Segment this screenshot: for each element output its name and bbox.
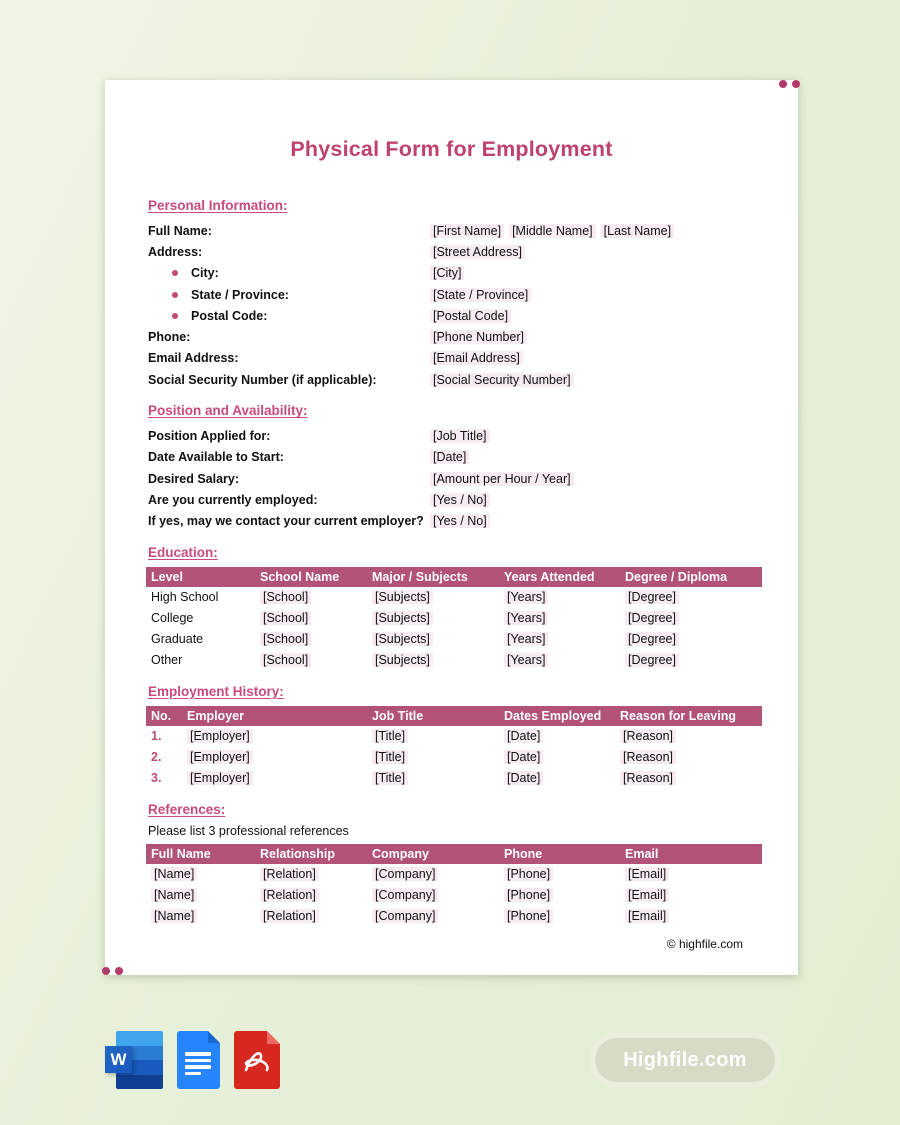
- field-label: Date Available to Start:: [148, 450, 284, 465]
- table-cell: [Email]: [620, 864, 762, 885]
- field-placeholder-value: [Street Address]: [430, 245, 525, 259]
- field-label: Social Security Number (if applicable):: [148, 372, 377, 387]
- form-field-row: [148, 305, 755, 326]
- table-cell: [Email]: [620, 885, 762, 906]
- table-row: [146, 587, 762, 608]
- table-cell: [Degree]: [620, 650, 762, 671]
- table-row: [146, 629, 762, 650]
- dot-icon: [102, 967, 110, 975]
- table-cell: [Years]: [499, 629, 620, 650]
- form-field-row: [148, 263, 755, 284]
- table-row: [146, 885, 762, 906]
- field-label: City:: [148, 266, 430, 280]
- column-header: Relationship: [255, 844, 367, 864]
- table-cell: [Subjects]: [367, 650, 499, 671]
- table-cell: [Name]: [146, 885, 255, 906]
- table-cell: [Title]: [367, 768, 499, 789]
- section-heading-education: Education:: [148, 544, 218, 560]
- column-header: Phone: [499, 844, 620, 864]
- table-cell: [Reason]: [615, 726, 762, 747]
- highfile-badge[interactable]: Highfile.com: [595, 1038, 775, 1082]
- form-field-row: [148, 348, 755, 369]
- table-cell: [Employer]: [182, 768, 367, 789]
- table-cell: [Phone]: [499, 906, 620, 927]
- field-placeholder-value: [Postal Code]: [430, 309, 511, 323]
- position-fields: [148, 425, 755, 531]
- table-cell: [School]: [255, 629, 367, 650]
- references-note: Please list 3 professional references: [148, 823, 349, 838]
- field-placeholder-value: [Phone Number]: [430, 330, 527, 344]
- table-cell: Graduate: [151, 632, 204, 647]
- form-field-row: [148, 241, 755, 262]
- table-row: [146, 650, 762, 671]
- download-bar: [105, 1031, 798, 1089]
- form-field-row: [148, 468, 755, 489]
- column-header: Degree / Diploma: [620, 567, 762, 587]
- section-heading-personal: Personal Information:: [148, 198, 288, 213]
- table-row: [146, 768, 762, 789]
- column-header: Employer: [182, 706, 367, 726]
- form-field-row: [148, 511, 755, 532]
- word-file-icon[interactable]: [105, 1031, 163, 1089]
- table-cell: [Degree]: [620, 629, 762, 650]
- bullet-icon: [172, 270, 178, 276]
- column-header: School Name: [255, 567, 367, 587]
- file-format-icons: [105, 1031, 280, 1089]
- acrobat-loop-icon: [241, 1047, 273, 1075]
- field-placeholder-value: [First Name] [Middle Name] [Last Name]: [430, 224, 674, 238]
- table-cell: [Subjects]: [367, 587, 499, 608]
- table-cell: [Relation]: [255, 906, 367, 927]
- docs-text-lines-icon: [185, 1052, 211, 1078]
- field-placeholder-value: [State / Province]: [430, 288, 531, 302]
- copyright-text: © highfile.com: [666, 937, 743, 951]
- column-header: Dates Employed: [499, 706, 615, 726]
- table-header-row: [146, 844, 762, 864]
- table-cell: [School]: [255, 608, 367, 629]
- table-row: [146, 726, 762, 747]
- column-header: Major / Subjects: [367, 567, 499, 587]
- table-cell: [Phone]: [499, 864, 620, 885]
- table-cell: 2.: [151, 750, 162, 765]
- table-cell: [Subjects]: [367, 608, 499, 629]
- form-field-row: [148, 220, 755, 241]
- table-row: [146, 747, 762, 768]
- data-table: [146, 567, 762, 671]
- dot-icon: [115, 967, 123, 975]
- table-row: [146, 864, 762, 885]
- table-cell: [Title]: [367, 726, 499, 747]
- form-field-row: [148, 369, 755, 390]
- field-label: State / Province:: [148, 288, 430, 302]
- table-cell: [Date]: [499, 747, 615, 768]
- table-header-row: [146, 706, 762, 726]
- google-docs-file-icon[interactable]: [177, 1031, 220, 1089]
- data-table: [146, 706, 762, 789]
- form-field-row: [148, 425, 755, 446]
- table-cell: [Reason]: [615, 747, 762, 768]
- section-heading-references: References:: [148, 801, 226, 817]
- form-field-row: [148, 447, 755, 468]
- bullet-icon: [172, 313, 178, 319]
- field-placeholder-value: [Email Address]: [430, 351, 523, 365]
- table-cell: [Reason]: [615, 768, 762, 789]
- column-header: Reason for Leaving: [615, 706, 762, 726]
- references-table: [146, 844, 755, 927]
- table-cell: [Subjects]: [367, 629, 499, 650]
- field-label: Full Name:: [148, 223, 212, 238]
- document-content: [105, 80, 798, 927]
- pdf-folded-corner-icon: [267, 1031, 280, 1044]
- table-cell: [Title]: [367, 747, 499, 768]
- table-cell: [School]: [255, 587, 367, 608]
- column-header: Job Title: [367, 706, 499, 726]
- table-cell: [Years]: [499, 608, 620, 629]
- table-cell: [Phone]: [499, 885, 620, 906]
- column-header: Email: [620, 844, 762, 864]
- field-label: Postal Code:: [148, 309, 430, 323]
- field-placeholder-value: [Amount per Hour / Year]: [430, 472, 574, 486]
- table-cell: [Email]: [620, 906, 762, 927]
- employment-table: [146, 706, 755, 789]
- column-header: Company: [367, 844, 499, 864]
- field-label: Address:: [148, 244, 203, 259]
- table-cell: [School]: [255, 650, 367, 671]
- education-table: [146, 567, 755, 671]
- word-w-letter: W: [105, 1046, 132, 1073]
- column-header: Years Attended: [499, 567, 620, 587]
- field-label: Email Address:: [148, 351, 239, 366]
- table-row: [146, 608, 762, 629]
- field-label: Are you currently employed:: [148, 492, 318, 507]
- corner-dots-bottom-left: [102, 967, 123, 975]
- table-cell: [Employer]: [182, 747, 367, 768]
- field-label: If yes, may we contact your current employer?: [148, 514, 424, 529]
- table-cell: [Company]: [367, 885, 499, 906]
- table-cell: [Degree]: [620, 587, 762, 608]
- page-title: Physical Form for Employment: [290, 137, 613, 161]
- table-cell: [Company]: [367, 906, 499, 927]
- field-label: Phone:: [148, 330, 191, 345]
- table-cell: [Relation]: [255, 885, 367, 906]
- personal-fields: [148, 220, 755, 390]
- docs-folded-corner-icon: [208, 1031, 220, 1043]
- field-placeholder-value: [Yes / No]: [430, 493, 490, 507]
- field-placeholder-value: [Yes / No]: [430, 514, 490, 528]
- table-cell: [Employer]: [182, 726, 367, 747]
- table-header-row: [146, 567, 762, 587]
- table-cell: [Degree]: [620, 608, 762, 629]
- table-cell: [Name]: [146, 906, 255, 927]
- column-header: No.: [146, 706, 182, 726]
- table-cell: College: [151, 611, 194, 626]
- table-cell: [Name]: [146, 864, 255, 885]
- table-cell: [Years]: [499, 587, 620, 608]
- section-heading-employment: Employment History:: [148, 683, 284, 699]
- pdf-file-icon[interactable]: [234, 1031, 280, 1089]
- table-cell: [Years]: [499, 650, 620, 671]
- table-cell: 1.: [151, 729, 162, 744]
- field-placeholder-value: [City]: [430, 266, 464, 280]
- data-table: [146, 844, 762, 927]
- field-label: Desired Salary:: [148, 471, 240, 486]
- column-header: Level: [146, 567, 255, 587]
- section-heading-position: Position and Availability:: [148, 403, 308, 419]
- document-page: [105, 80, 798, 975]
- table-cell: [Company]: [367, 864, 499, 885]
- form-field-row: [148, 326, 755, 347]
- table-cell: [Date]: [499, 768, 615, 789]
- bullet-icon: [172, 292, 178, 298]
- form-field-row: [148, 489, 755, 510]
- field-placeholder-value: [Date]: [430, 450, 469, 464]
- table-cell: 3.: [151, 771, 162, 786]
- table-cell: High School: [151, 590, 219, 605]
- field-placeholder-value: [Job Title]: [430, 429, 490, 443]
- table-cell: [Date]: [499, 726, 615, 747]
- column-header: Full Name: [146, 844, 255, 864]
- table-cell: Other: [151, 653, 183, 668]
- field-label: Position Applied for:: [148, 429, 271, 444]
- table-row: [146, 906, 762, 927]
- form-field-row: [148, 284, 755, 305]
- field-placeholder-value: [Social Security Number]: [430, 373, 574, 387]
- table-cell: [Relation]: [255, 864, 367, 885]
